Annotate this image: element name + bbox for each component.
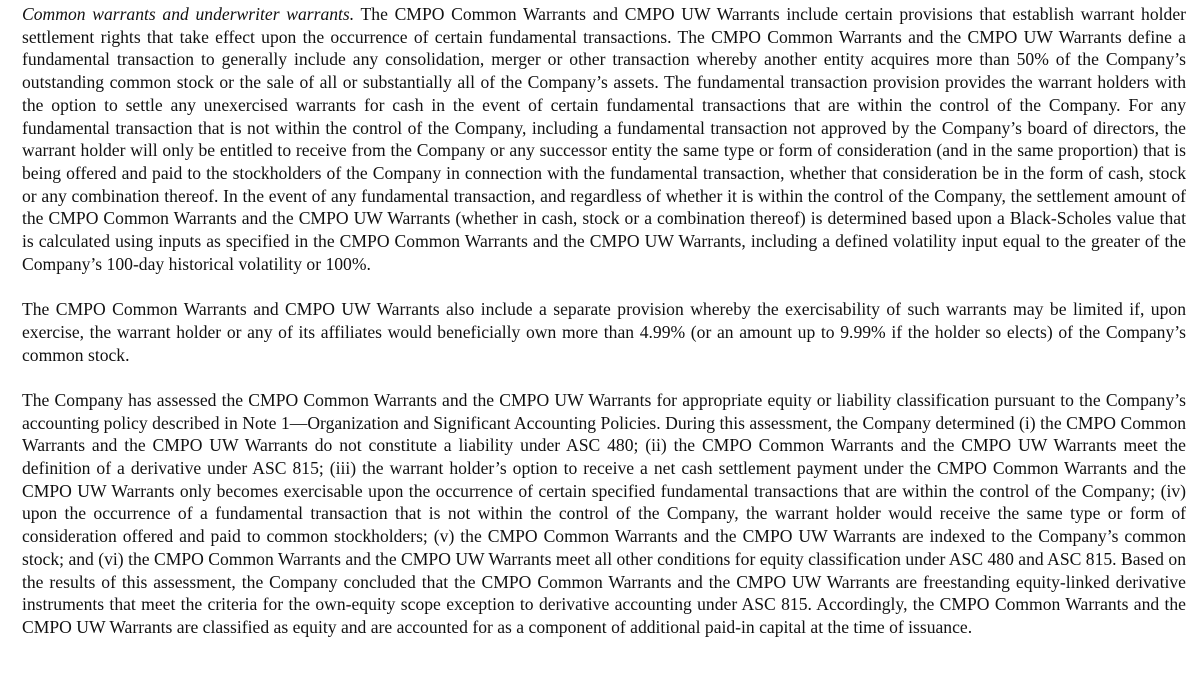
paragraph-fundamental-transactions [22,3,1186,275]
paragraph-equity-classification [22,389,1186,639]
paragraph-body: The CMPO Common Warrants and CMPO UW Warrants also include a separate provision whereby the exercisability of such warrants may be limited if, upon exercise, the warrant holder or any of its affiliates would beneficially own more than 4.99% (or an amount up to 9.99% if the holder so elects) of the Company’s common stock. [22,299,1186,365]
paragraph-body: The CMPO Common Warrants and CMPO UW Warrants include certain provisions that establish warrant holder settlement rights that take effect upon the occurrence of certain fundamental transactions. The CMPO Common Warrants and the CMPO UW Warrants define a fundamental transaction to generally include any consolidation, merger or other transaction whereby another entity acquires more than 50% of the Company’s outstanding common stock or the sale of all or substantially all of the Company’s assets. The fundamental transaction provision provides the warrant holders with the option to settle any unexercised warrants for cash in the event of certain fundamental transactions that are within the control of the Company. For any fundamental transaction that is not within the control of the Company, including a fundamental transaction not approved by the Company’s board of directors, the warrant holder will only be entitled to receive from the Company or any successor entity the same type or form of consideration (and in the same proportion) that is being offered and paid to the stockholders of the Company in connection with the fundamental transaction, whether that consideration be in the form of cash, stock or any combination thereof. In the event of any fundamental transaction, and regardless of whether it is within the control of the Company, the settlement amount of the CMPO Common Warrants and the CMPO UW Warrants (whether in cash, stock or a combination thereof) is determined based upon a Black-Scholes value that is calculated using inputs as specified in the CMPO Common Warrants and the CMPO UW Warrants, including a defined volatility input equal to the greater of the Company’s 100-day historical volatility or 100%. [22,4,1186,274]
paragraph-lead-heading: Common warrants and underwriter warrants. [22,4,355,24]
paragraph-exercisability-limit [22,298,1186,366]
paragraph-body: The Company has assessed the CMPO Common Warrants and the CMPO UW Warrants for appropriate equity or liability classification pursuant to the Company’s accounting policy described in Note 1—Organization and Significant Accounting Policies. During this assessment, the Company determined (i) the CMPO Common Warrants and the CMPO UW Warrants do not constitute a liability under ASC 480; (ii) the CMPO Common Warrants and the CMPO UW Warrants meet the definition of a derivative under ASC 815; (iii) the warrant holder’s option to receive a net cash settlement payment under the CMPO Common Warrants and the CMPO UW Warrants only becomes exercisable upon the occurrence of certain specified fundamental transactions that are within the control of the Company; (iv) upon the occurrence of a fundamental transaction that is not within the control of the Company, the warrant holder would receive the same type or form of consideration offered and paid to common stockholders; (v) the CMPO Common Warrants and the CMPO UW Warrants are indexed to the Company’s common stock; and (vi) the CMPO Common Warrants and the CMPO UW Warrants meet all other conditions for equity classification under ASC 480 and ASC 815. Based on the results of this assessment, the Company concluded that the CMPO Common Warrants and the CMPO UW Warrants are freestanding equity-linked derivative instruments that meet the criteria for the own-equity scope exception to derivative accounting under ASC 815. Accordingly, the CMPO Common Warrants and the CMPO UW Warrants are classified as equity and are accounted for as a component of additional paid-in capital at the time of issuance. [22,389,1186,637]
